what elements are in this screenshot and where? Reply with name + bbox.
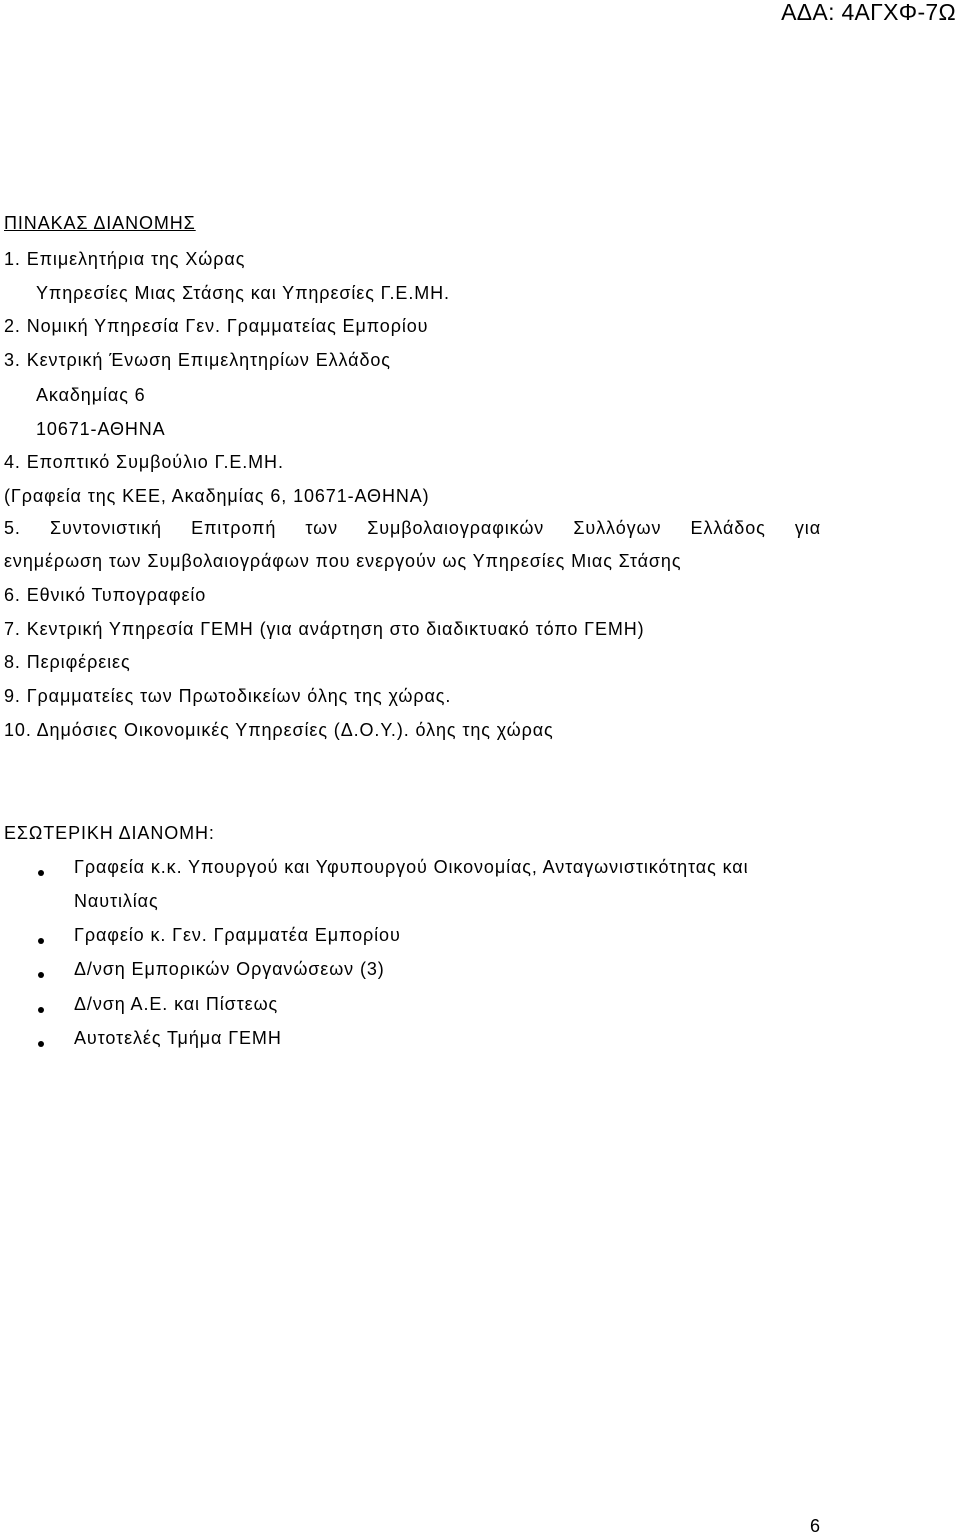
distribution-line-8: 8. Περιφέρειες <box>4 652 131 672</box>
internal-item-text: Αυτοτελές Τμήμα ΓΕΜΗ <box>74 1028 282 1048</box>
page-number: 6 <box>809 1516 820 1536</box>
distribution-line-4: 4. Εποπτικό Συμβούλιο Γ.Ε.ΜΗ. <box>4 452 284 472</box>
distribution-line-3-city: 10671-ΑΘΗΝΑ <box>36 419 166 439</box>
distribution-line-10: 10. Δημόσιες Οικονομικές Υπηρεσίες (Δ.Ο.Υ.). όλης της χώρας <box>4 720 554 740</box>
bullet-icon <box>38 938 44 944</box>
distribution-line-5-continued: ενημέρωση των Συμβολαιογράφων που ενεργούν ως Υπηρεσίες Μιας Στάσης <box>4 551 682 571</box>
bullet-icon <box>38 1007 44 1013</box>
bullet-icon <box>38 972 44 978</box>
distribution-line-5: 5. Συντονιστική Επιτροπή των Συμβολαιογραφικών Συλλόγων Ελλάδος για <box>4 518 821 538</box>
bullet-icon <box>38 1041 44 1047</box>
internal-item-text: Δ/νση Α.Ε. και Πίστεως <box>74 994 279 1014</box>
distribution-line-2: 2. Νομική Υπηρεσία Γεν. Γραμματείας Εμπορίου <box>4 316 429 336</box>
distribution-line-1: 1. Επιμελητήρια της Χώρας <box>4 249 246 269</box>
distribution-line-6: 6. Εθνικό Τυπογραφείο <box>4 585 207 605</box>
distribution-line-9: 9. Γραμματείες των Πρωτοδικείων όλης της χώρας. <box>4 686 452 706</box>
distribution-line-4-detail: (Γραφεία της ΚΕΕ, Ακαδημίας 6, 10671-ΑΘΗΝΑ) <box>4 486 430 506</box>
internal-item-text: Γραφεία κ.κ. Υπουργού και Υφυπουργού Οικονομίας, Ανταγωνιστικότητας και <box>74 857 749 877</box>
internal-distribution-title: ΕΣΩΤΕΡΙΚΗ ΔΙΑΝΟΜΗ: <box>4 823 215 843</box>
internal-item-text: Γραφείο κ. Γεν. Γραμματέα Εμπορίου <box>74 925 401 945</box>
internal-item-text: Δ/νση Εμπορικών Οργανώσεων (3) <box>74 959 385 979</box>
distribution-line-7: 7. Κεντρική Υπηρεσία ΓΕΜΗ (για ανάρτηση στο διαδικτυακό τόπο ΓΕΜΗ) <box>4 619 645 639</box>
distribution-line-3-address: Ακαδημίας 6 <box>36 385 146 405</box>
distribution-line-1-detail: Υπηρεσίες Μιας Στάσης και Υπηρεσίες Γ.Ε.ΜΗ. <box>36 283 450 303</box>
distribution-title: ΠΙΝΑΚΑΣ ΔΙΑΝΟΜΗΣ <box>4 213 196 233</box>
ada-code-header: ΑΔΑ: 4ΑΓΧΦ-7Ω <box>781 0 956 25</box>
bullet-icon <box>38 870 44 876</box>
distribution-line-3: 3. Κεντρική Ένωση Επιμελητηρίων Ελλάδος <box>4 350 391 370</box>
internal-item-text-continued: Ναυτιλίας <box>74 891 159 911</box>
